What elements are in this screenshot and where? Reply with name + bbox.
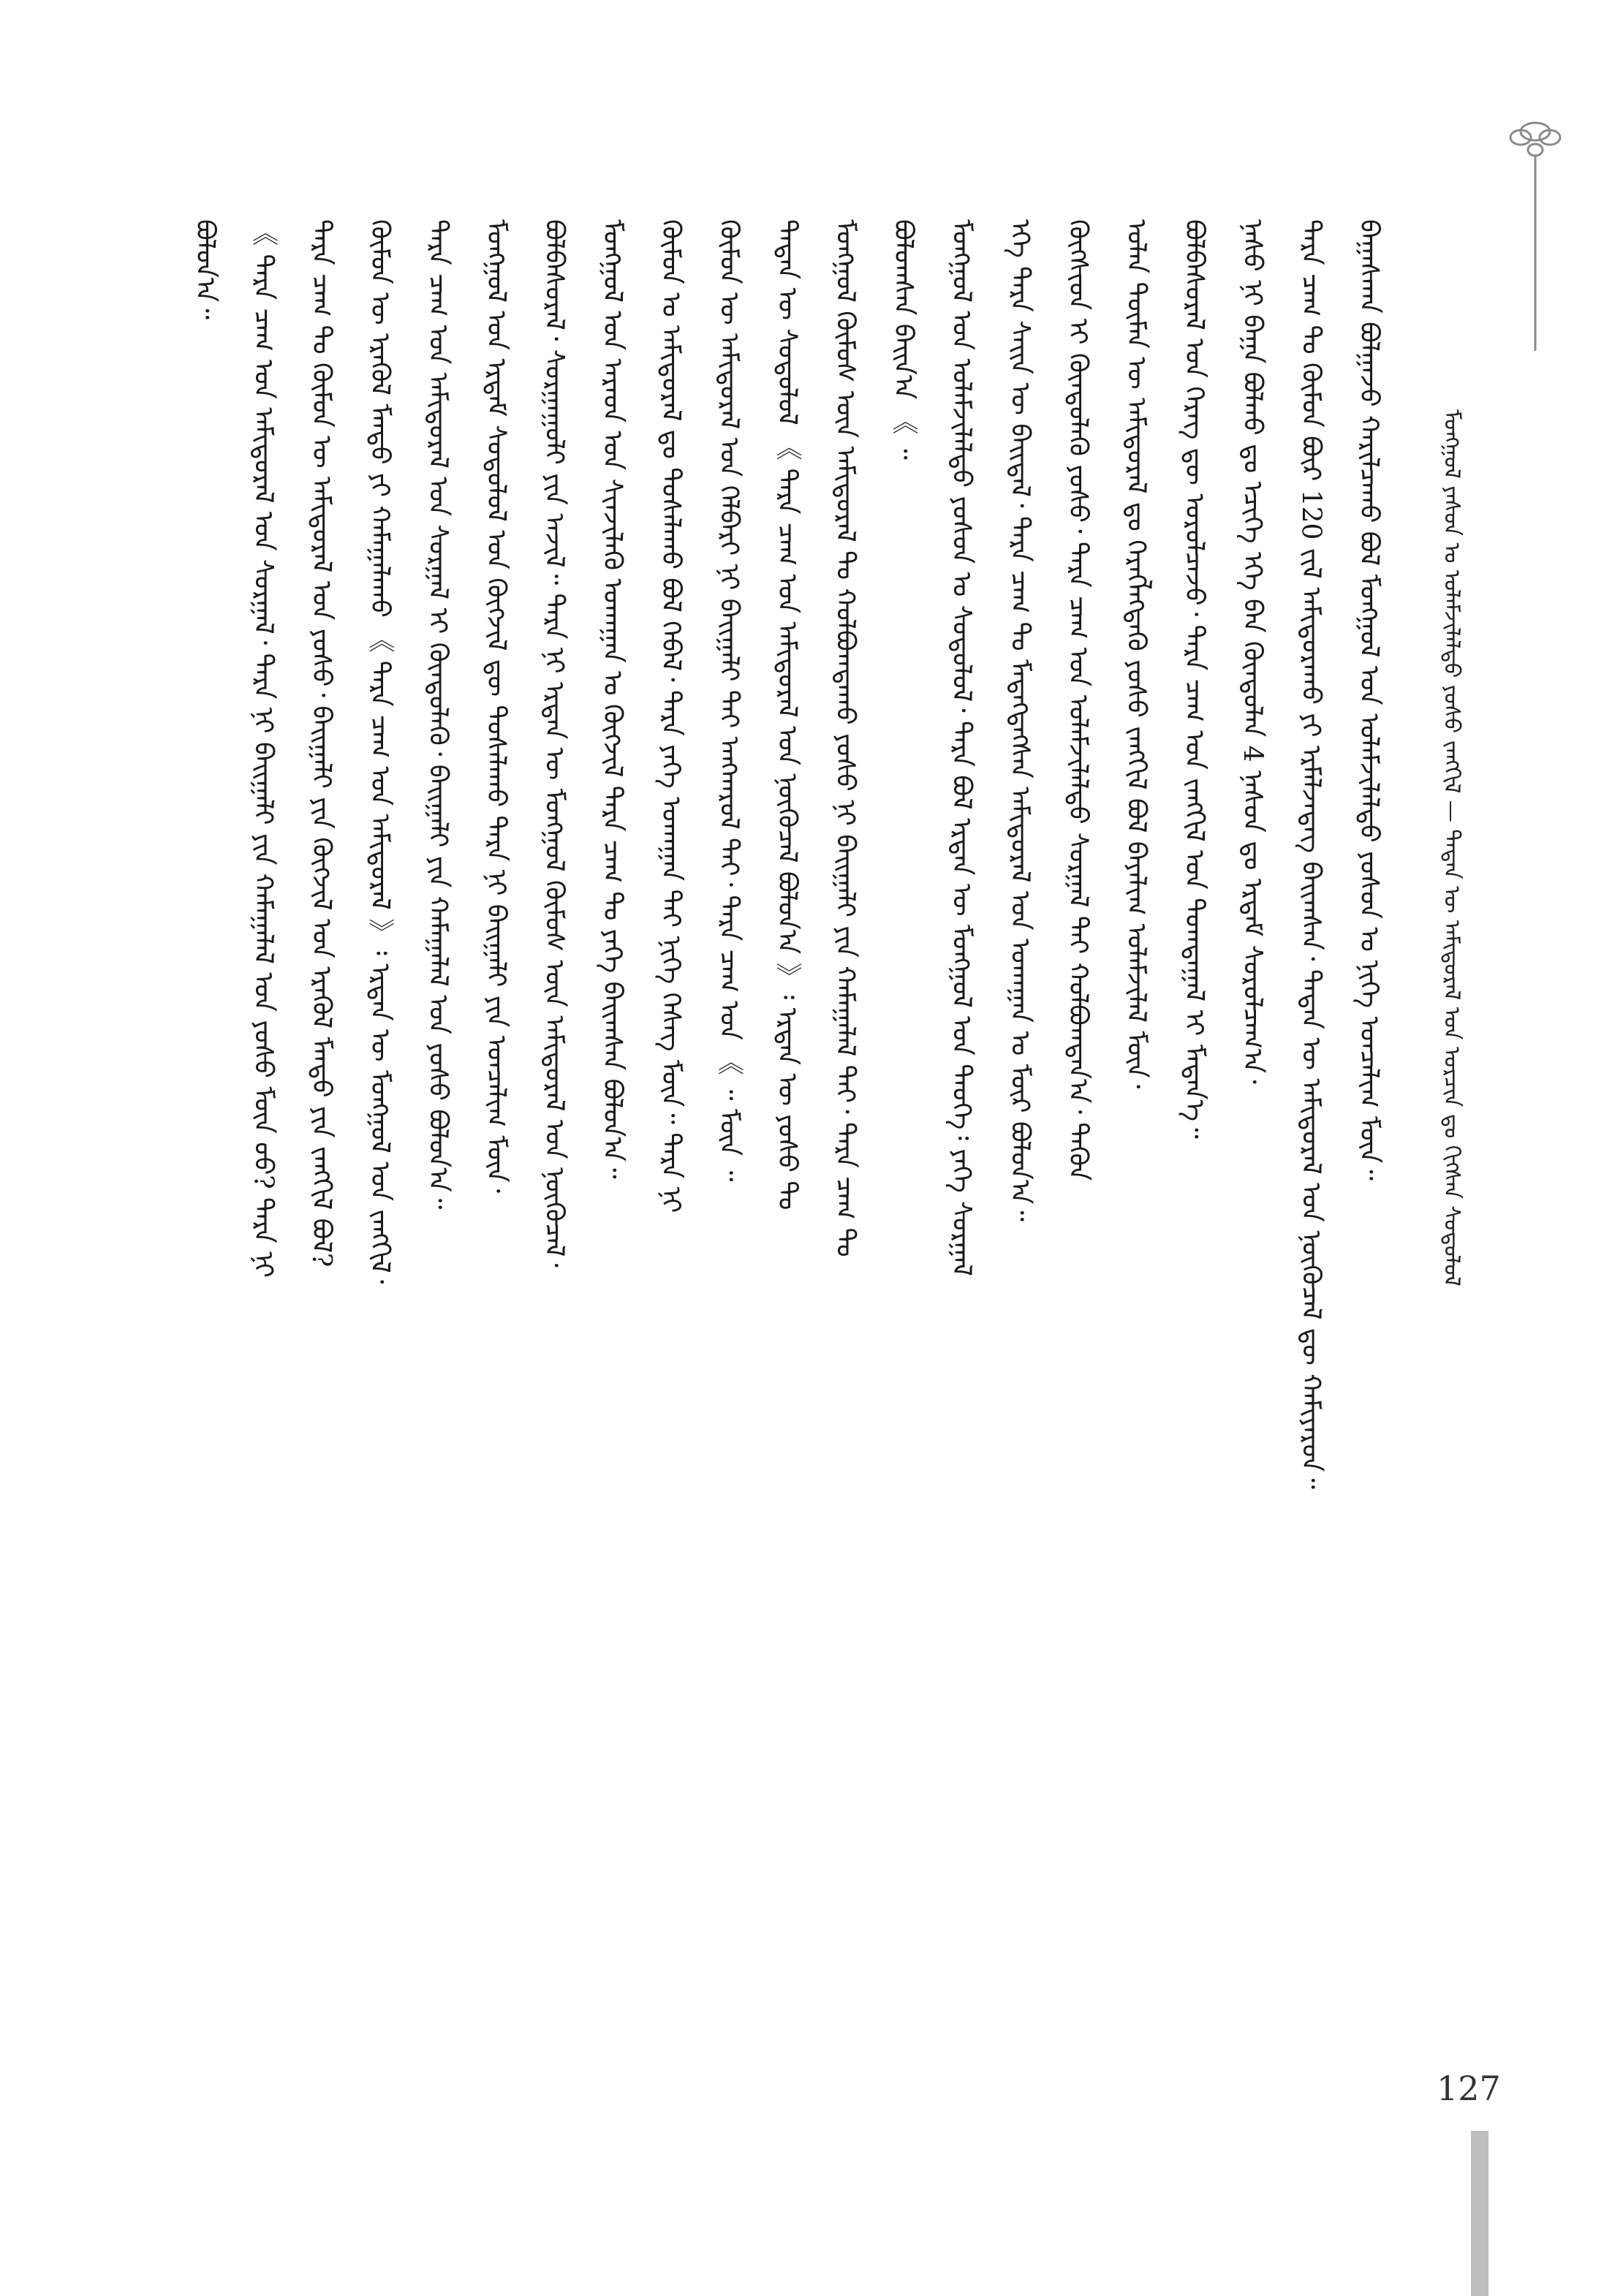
text-column: ᠬᠦᠮᠦᠨ ᠤ ᠠᠮᠢᠳᠤᠷᠠᠯ ᠳᠤ ᠲᠤᠰᠠᠯᠠᠬᠤ ᠪᠣᠯ ᠭᠡᠪᠡᠯ᠂ ᠲᠡᠷᠡ ᠶᠡᠬᠡ ᠤᠬᠠᠭᠠᠨ ᠲᠠᠢ ᠨᠢᠭᠡ ᠬᠡᠰᠡᠭ ᠮᠥᠨ᠃ ᠲᠡᠷᠡ ᠨᠢ [655,219,686,1213]
body-text [186,219,1393,2017]
page-edge-bar [1471,2131,1488,2296]
text-column: ᠪᠣᠯᠤᠨ᠎ᠠ᠃ [190,219,220,319]
text-column: ᠪᠣᠯᠪᠠᠰᠤᠷᠠᠯ᠂ ᠰᠤᠷᠭᠠᠭᠤᠯᠢ ᠶᠢᠨ ᠠᠵᠢᠯ᠃ ᠲᠡᠷᠡ ᠨᠢ ᠡᠷᠲᠡᠨ ᠦ ᠮᠣᠩᠭᠣᠯ ᠬᠦᠮᠦᠰ ᠦᠨ ᠠᠮᠢᠳᠤᠷᠠᠯ ᠤᠨ ᠨᠥᠬᠦᠴᠡᠯ᠂ [539,219,570,1268]
text-column: 《 ᠲᠡᠷᠡ ᠴᠠᠭ ᠤᠨ ᠠᠮᠢᠳᠤᠷᠠᠯ ᠤᠨ ᠰᠤᠷᠭᠠᠯ᠂ ᠲᠡᠷᠡ ᠨᠢ ᠪᠠᠢᠭᠠᠯᠢ ᠶᠢᠨ ᠬᠠᠮᠠᠭᠠᠯᠠᠯ ᠤᠨ ᠶᠣᠰᠤ ᠮᠥᠨ ᠦᠦ? ᠲᠡᠷᠡ ᠨᠢ [248,219,279,1278]
text-column: ᠣᠯᠠᠨ ᠲᠦᠮᠡᠨ ᠦ ᠠᠮᠢᠳᠤᠷᠠᠯ ᠳᠤ ᠬᠡᠷᠡᠭᠯᠡᠭᠳᠡᠬᠦ ᠶᠣᠰᠤ ᠵᠠᠩᠬᠢᠯ ᠪᠣᠯ ᠪᠠᠶᠠᠯᠢᠭ ᠤᠯᠠᠮᠵᠢᠯᠠᠯ ᠮᠥᠨ᠂ [1121,219,1151,1089]
text-column: ᠪᠣᠯᠤᠭᠰᠠᠨ ᠪᠠᠢᠨ᠎ᠠ 《 ᠃ [888,219,919,460]
text-column: ᠪᠣᠯᠪᠠᠰᠤᠷᠠᠯ ᠤᠨ ᠬᠡᠷᠡᠭ ᠳᠦ ᠣᠷᠣᠯᠴᠠᠵᠤ᠂ ᠲᠡᠷᠡ ᠴᠠᠭ ᠤᠨ ᠵᠠᠩᠬᠢᠯ ᠤᠨ ᠲᠣᠭᠲᠠᠭᠠᠯ ᠢ ᠮᠡᠳᠡᠨ᠎ᠡ᠃ [1179,219,1210,1139]
text-column: ᠨᠠᠰᠤ ᠨᠢ ᠪᠠᠭᠠ ᠪᠣᠯᠬᠤ ᠳᠤ ᠡᠴᠢᠭᠡ ᠡᠬᠡ ᠪᠡᠨ ᠬᠦᠨᠳᠦᠯᠡᠨ 4 ᠨᠠᠰᠤᠨ ᠳᠤ ᠡᠷᠳᠡᠮ ᠰᠤᠷᠤᠯᠴᠠᠭ᠎ᠠ᠂ [1237,219,1268,1084]
text-column: ᠬᠦᠮᠦᠨ ᠦ ᠠᠮᠢᠳᠤᠷᠠᠯ ᠤᠨ ᠬᠡᠯᠪᠡᠷᠢ ᠨᠢ ᠪᠠᠢᠭᠠᠯᠢ ᠲᠠᠢ ᠠᠩᠬᠠᠷᠤᠯ ᠲᠠᠢ᠂ ᠲᠡᠷᠡ ᠴᠠᠭ ᠤᠨ 《 ᠃ ᠮᠥᠨ ᠃ [714,219,744,1182]
text-column: ᠮᠣᠩᠭᠣᠯ ᠬᠥᠮᠦᠰ ᠦᠨ ᠠᠮᠢᠳᠤᠷᠠᠯ ᠲᠤ ᠬᠣᠯᠪᠣᠭᠳᠠᠬᠤ ᠶᠣᠰᠤ ᠨᠢ ᠪᠠᠢᠭᠠᠯᠢ ᠶᠢᠨ ᠬᠠᠮᠠᠭᠠᠯᠠᠯ ᠲᠠᠢ᠂ ᠲᠡᠷᠡ ᠴᠠᠭ ᠲᠤ [830,219,860,1257]
text-column: ᠮᠣᠩᠭᠣᠯ ᠤᠨ ᠡᠷᠳᠡᠮ ᠰᠤᠳᠤᠯᠤᠯ ᠤᠨ ᠬᠥᠭᠵᠢᠯ ᠳᠦ ᠲᠤᠰᠠᠯᠠᠬᠤ ᠲᠡᠷᠡ ᠨᠢ ᠪᠠᠢᠭᠠᠯᠢ ᠶᠢᠨ ᠣᠨᠴᠠᠯᠢᠭ ᠮᠥᠨ᠂ [480,219,511,1194]
text-column: ᠮᠣᠩᠭᠣᠯ ᠤᠨ ᠠᠷᠠᠳ ᠤᠨ ᠰᠢᠨᠵᠢᠯᠡᠬᠦ ᠤᠬᠠᠭᠠᠨ ᠤ ᠬᠥᠭᠵᠢᠯ ᠲᠡᠷᠡ ᠴᠠᠭ ᠲᠤ ᠶᠡᠬᠡ ᠪᠠᠢᠭᠰᠠᠨ ᠪᠣᠯᠤᠨ᠎ᠠ᠃ [597,219,628,1179]
text-column: ᠡᠬᠡ ᠲᠡᠷᠡ ᠰᠠᠢᠨ ᠦ ᠪᠠᠢᠳᠠᠯ᠂ ᠲᠡᠷᠡ ᠴᠠᠭ ᠲᠤ ᠮᠡᠳᠡᠭᠳᠡᠭᠰᠡᠨ ᠠᠮᠢᠳᠤᠷᠠᠯ ᠤᠨ ᠤᠬᠠᠭᠠᠨ ᠤ ᠮᠥᠷ ᠪᠣᠯᠤᠨ᠎ᠠ᠃ [1005,219,1035,1221]
text-column: ᠬᠥᠭᠰᠢᠳ ᠢ ᠬᠦᠨᠳᠦᠯᠡᠬᠦ ᠶᠣᠰᠤ᠂ ᠲᠡᠷᠡ ᠴᠠᠭ ᠤᠨ ᠤᠯᠠᠮᠵᠢᠯᠠᠯᠲᠤ ᠰᠤᠷᠭᠠᠯ ᠲᠠᠢ ᠬᠣᠯᠪᠣᠭᠳᠠᠨ᠎ᠠ᠂ ᠲᠡᠭᠦᠨ [1062,219,1093,1181]
text-column: ᠮᠣᠩᠭᠣᠯ ᠤᠨ ᠤᠯᠠᠮᠵᠢᠯᠠᠯᠲᠤ ᠶᠣᠰᠤᠨ ᠤ ᠰᠤᠳᠤᠯᠤᠯ᠂ ᠲᠡᠷᠡ ᠪᠣᠯ ᠡᠷᠲᠡᠨ ᠦ ᠮᠣᠩᠭᠣᠯ ᠤᠨ ᠲᠡᠦᠬᠡ᠄ ᠶᠡᠬᠡ ᠰᠤᠷᠭᠠᠯ [946,219,977,1276]
text-column: ᠬᠦᠮᠦᠨ ᠦ ᠡᠷᠡᠬᠦᠯ ᠮᠡᠨᠳᠦ ᠶᠢ ᠬᠠᠮᠠᠭᠠᠯᠠᠬᠤ 《 ᠲᠡᠷᠡ ᠴᠠᠭ ᠤᠨ ᠠᠮᠢᠳᠤᠷᠠᠯ 》᠄ ᠡᠷᠲᠡᠨ ᠦ ᠮᠣᠩᠭᠣᠯ ᠤᠨ ᠵᠠᠩᠬᠢᠯ᠂ [364,219,395,1284]
text-column: ᠲᠡᠷᠡ ᠴᠠᠭ ᠲᠤ ᠬᠦᠮᠦᠨ ᠦ ᠠᠮᠢᠳᠤᠷᠠᠯ ᠤᠨ ᠶᠣᠰᠤ᠂ ᠪᠠᠢᠭᠠᠯᠢ ᠶᠢᠨ ᠬᠥᠭᠵᠢᠯ ᠤᠨ ᠡᠷᠡᠬᠦᠯ ᠮᠡᠨᠳᠦ ᠶᠢᠨ ᠵᠠᠩᠬᠢᠯ ᠪᠣᠯ? [306,219,337,1268]
running-head: ᠮᠣᠩᠭᠣᠯ ᠶᠠᠰᠤᠨ ᠤ ᠤᠯᠠᠮᠵᠢᠯᠠᠯᠲᠤ ᠶᠣᠰᠤ ᠵᠠᠩᠬᠢᠯ — ᠲᠡᠳᠡᠨ ᠦ ᠠᠮᠢᠳᠤᠷᠠᠯ ᠤᠨ ᠣᠷᠴᠢᠨ ᠳᠤ ᠬᠢᠭᠰᠡᠨ ᠰᠤᠳᠤᠯᠤᠯ [1439,409,1464,1287]
text-column: ᠪᠠᠭᠠᠰᠬᠠᠨ ᠪᠣᠯᠭᠠᠵᠤ ᠬᠠᠷᠢᠯᠴᠠᠬᠤ ᠪᠣᠯ ᠮᠣᠩᠭᠣᠯ ᠤᠨ ᠤᠯᠠᠮᠵᠢᠯᠠᠯᠲᠤ ᠶᠣᠰᠤᠨ ᠤ ᠨᠢᠭᠡ ᠣᠨᠴᠠᠯᠢᠭ ᠮᠥᠨ᠃ [1353,219,1384,1181]
text-column: ᠲᠡᠷᠡ ᠴᠠᠭ ᠤᠨ ᠠᠮᠢᠳᠤᠷᠠᠯ ᠤᠨ ᠰᠤᠷᠭᠠᠯ ᠢ ᠬᠦᠨᠳᠦᠯᠡᠬᠦ᠂ ᠪᠠᠢᠭᠠᠯᠢ ᠶᠢᠨ ᠬᠠᠮᠠᠭᠠᠯᠠᠯ ᠤᠨ ᠶᠣᠰᠤ ᠪᠣᠯᠤᠨ᠎ᠠ᠃ [423,219,453,1210]
header-ornament [1491,110,1579,358]
text-column: ᠲᠡᠷᠡ ᠴᠠᠭ ᠲᠤ ᠬᠦᠮᠦᠨ ᠪᠦᠷ 120 ᠵᠢᠯ ᠠᠮᠢᠳᠤᠷᠠᠬᠤ ᠶᠢ ᠡᠷᠮᠡᠯᠵᠡᠳᠡᠭ ᠪᠠᠢᠭᠰᠠᠨ᠂ ᠲᠡᠳᠡᠨ ᠦ ᠠᠮᠢᠳᠤᠷᠠᠯ ᠤᠨ ᠨᠥᠬᠦᠴᠡᠯ ᠳᠦ ᠬᠠᠮᠢᠶᠠᠷᠤᠨ᠃ [1295,219,1326,1490]
page-number: 127 [1437,2069,1501,2108]
text-column: ᠲᠡᠳᠡᠨ ᠦ ᠰᠤᠳᠤᠯᠤᠯ 《 ᠲᠡᠷᠡ ᠴᠠᠭ ᠤᠨ ᠠᠮᠢᠳᠤᠷᠠᠯ ᠤᠨ ᠨᠥᠬᠦᠴᠡᠯ ᠪᠣᠯᠤᠨ᠎ᠠ 》᠄ ᠡᠷᠲᠡᠨ ᠦ ᠶᠣᠰᠤ ᠲᠤ [771,219,802,1210]
